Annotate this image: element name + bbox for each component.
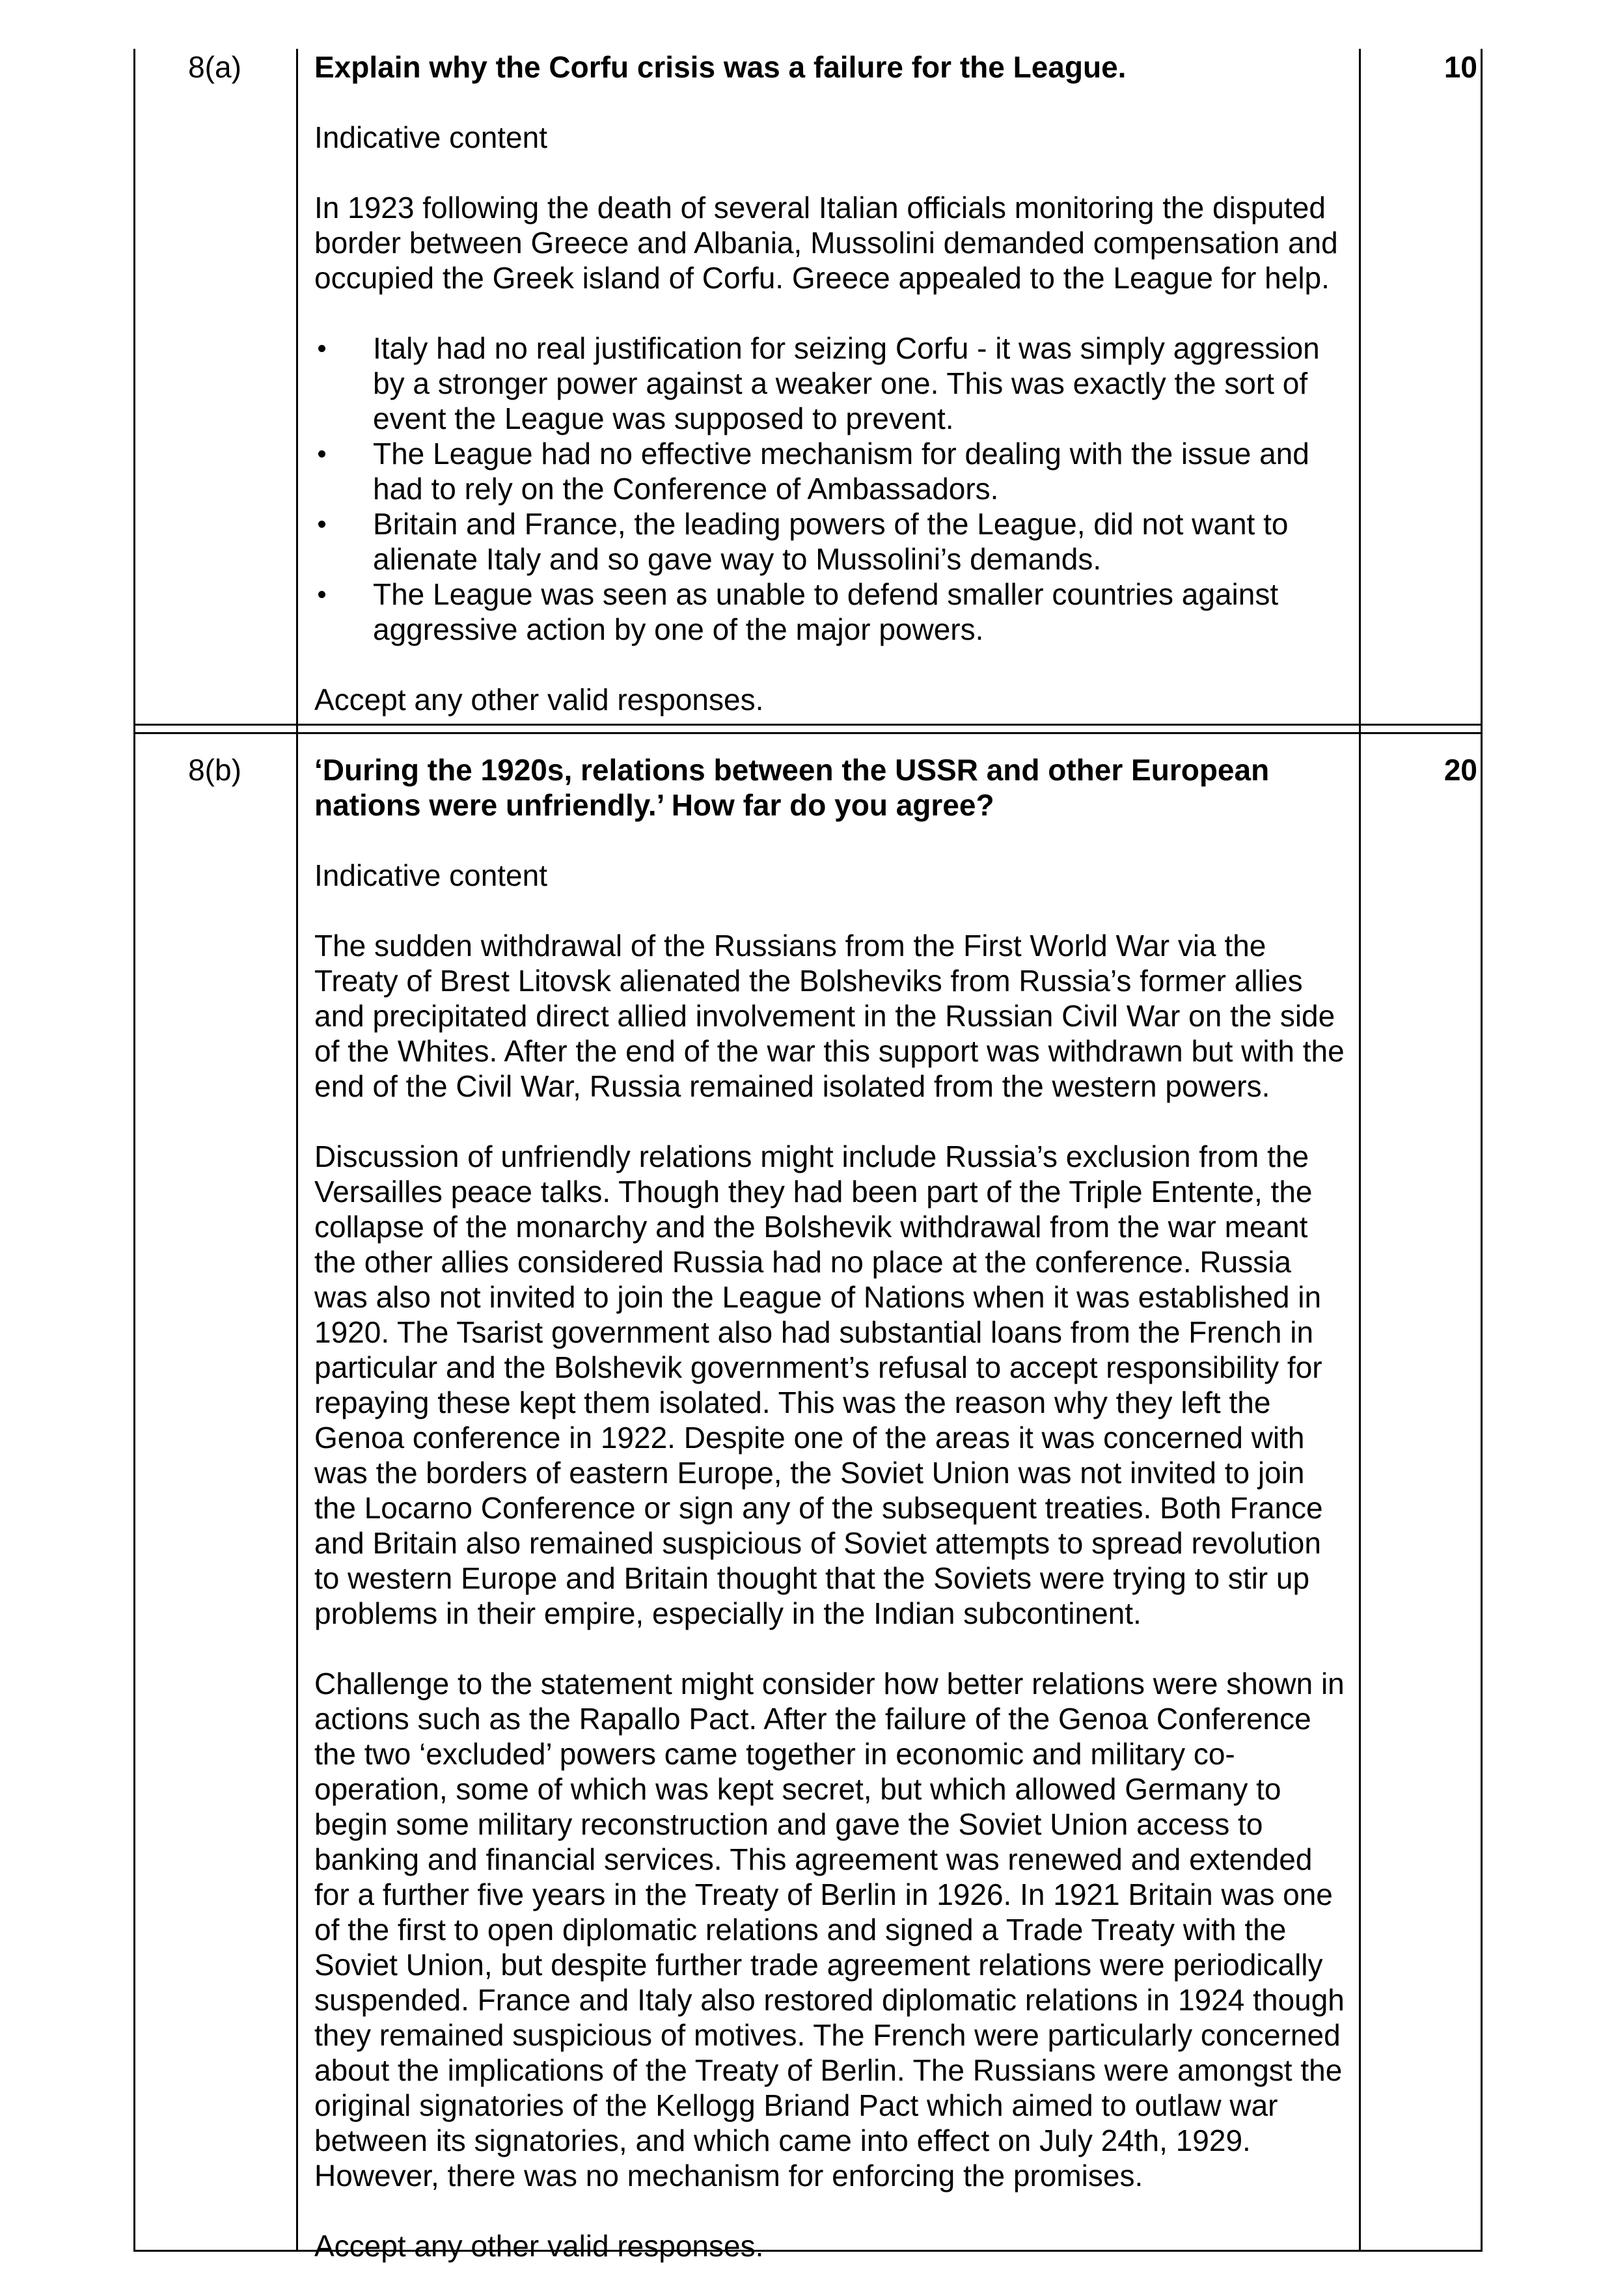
row-divider-top: [133, 724, 1483, 726]
text-line: of the first to open diplomatic relations and signed a Trade Treaty with the: [314, 1913, 1287, 1947]
text-line: the Locarno Conference or sign any of the subsequent treaties. Both France: [314, 1491, 1323, 1525]
text-line: the two ‘excluded’ powers came together in economic and military co-: [314, 1737, 1235, 1771]
text-line: Genoa conference in 1922. Despite one of the areas it was concerned with: [314, 1421, 1305, 1455]
text-line: Italy had no real justification for seizing Corfu - it was simply aggression: [373, 331, 1320, 365]
text-line: The sudden withdrawal of the Russians from the First World War via the: [314, 929, 1266, 963]
bullet-icon: [318, 591, 325, 598]
text-line: 1920. The Tsarist government also had substantial loans from the French in: [314, 1315, 1314, 1349]
text-line: and Britain also remained suspicious of Soviet attempts to spread revolution: [314, 1526, 1321, 1560]
text-line: end of the Civil War, Russia remained isolated from the western powers.: [314, 1069, 1270, 1103]
text-line: Britain and France, the leading powers of the League, did not want to: [373, 507, 1289, 541]
text-line: actions such as the Rapallo Pact. After the failure of the Genoa Conference: [314, 1702, 1311, 1736]
text-line: problems in their empire, especially in the Indian subcontinent.: [314, 1596, 1142, 1630]
text-line: was also not invited to join the League of Nations when it was established in: [314, 1280, 1322, 1314]
text-line: particular and the Bolshevik government’s refusal to accept responsibility for: [314, 1350, 1322, 1384]
text-line: Challenge to the statement might consider how better relations were shown in: [314, 1667, 1345, 1701]
question-text-8b: [314, 752, 1349, 823]
bullet-icon: [318, 345, 325, 352]
text-line: Versailles peace talks. Though they had been part of the Triple Entente, the: [314, 1175, 1313, 1209]
text-line: alienate Italy and so gave way to Mussolini’s demands.: [373, 542, 1102, 576]
text-line: begin some military reconstruction and gave the Soviet Union access to: [314, 1807, 1263, 1841]
question-text-8a: Explain why the Corfu crisis was a failure for the League.: [314, 50, 1127, 84]
bullet-icon: [318, 450, 325, 458]
text-line: However, there was no mechanism for enforcing the promises.: [314, 2159, 1143, 2193]
text-line: original signatories of the Kellogg Briand Pact which aimed to outlaw war: [314, 2088, 1278, 2122]
text-line: Soviet Union, but despite further trade agreement relations were periodically: [314, 1948, 1323, 1982]
answer-cell-8b: [314, 752, 1349, 2263]
closing-note-8b: Accept any other valid responses.: [314, 2229, 764, 2263]
text-line: border between Greece and Albania, Mussolini demanded compensation and: [314, 226, 1338, 260]
bullet-list-8a: [314, 331, 1349, 647]
text-line: they remained suspicious of motives. The French were particularly concerned: [314, 2018, 1341, 2052]
text-line: In 1923 following the death of several Italian officials monitoring the disputed: [314, 191, 1326, 225]
closing-note-8a: Accept any other valid responses.: [314, 683, 764, 717]
text-line: operation, some of which was kept secret, but which allowed Germany to: [314, 1772, 1281, 1806]
paragraph-8b-1: [314, 928, 1349, 1104]
list-item: [314, 331, 1349, 436]
list-item: [314, 436, 1349, 506]
marks-8a: 10: [1443, 50, 1477, 84]
list-item: [314, 577, 1349, 647]
list-item: [314, 506, 1349, 577]
text-line: Treaty of Brest Litovsk alienated the Bolsheviks from Russia’s former allies: [314, 964, 1303, 998]
text-line: for a further five years in the Treaty of Berlin in 1926. In 1921 Britain was one: [314, 1878, 1333, 1911]
text-line: of the Whites. After the end of the war this support was withdrawn but with the: [314, 1034, 1345, 1068]
text-line: ‘During the 1920s, relations between the USSR and other European: [314, 753, 1270, 787]
text-line: about the implications of the Treaty of Berlin. The Russians were amongst the: [314, 2053, 1343, 2087]
question-number-8b: 8(b): [188, 753, 241, 787]
table-border-col2: [1359, 49, 1361, 2252]
text-line: to western Europe and Britain thought that the Soviets were trying to stir up: [314, 1561, 1310, 1595]
answer-cell-8a: [314, 49, 1349, 717]
bullet-icon: [318, 521, 325, 528]
text-line: was the borders of eastern Europe, the Soviet Union was not invited to join: [314, 1456, 1305, 1490]
table-border-col1: [296, 49, 298, 2252]
text-line: by a stronger power against a weaker one. This was exactly the sort of: [373, 366, 1308, 400]
text-line: repaying these kept them isolated. This was the reason why they left the: [314, 1386, 1271, 1419]
text-line: nations were unfriendly.’ How far do you agree?: [314, 788, 994, 822]
table-border-left: [133, 49, 135, 2252]
question-number-8a: 8(a): [188, 50, 241, 84]
text-line: Discussion of unfriendly relations might include Russia’s exclusion from the: [314, 1140, 1309, 1173]
text-line: and precipitated direct allied involvement in the Russian Civil War on the side: [314, 999, 1335, 1033]
text-line: The League had no effective mechanism for dealing with the issue and: [373, 437, 1309, 471]
text-line: occupied the Greek island of Corfu. Greece appealed to the League for help.: [314, 261, 1330, 295]
text-line: aggressive action by one of the major powers.: [373, 612, 984, 646]
indicative-content-heading-8b: Indicative content: [314, 858, 548, 892]
text-line: event the League was supposed to prevent.: [373, 402, 954, 435]
text-line: the other allies considered Russia had no place at the conference. Russia: [314, 1245, 1292, 1279]
table-border-right: [1481, 49, 1483, 2252]
row-divider-bottom: [133, 732, 1483, 734]
intro-paragraph-8a: [314, 190, 1349, 295]
paragraph-8b-2: [314, 1139, 1349, 1631]
text-line: suspended. France and Italy also restored diplomatic relations in 1924 though: [314, 1983, 1345, 2017]
text-line: between its signatories, and which came into effect on July 24th, 1929.: [314, 2124, 1251, 2157]
text-line: had to rely on the Conference of Ambassadors.: [373, 472, 999, 506]
text-line: The League was seen as unable to defend smaller countries against: [373, 577, 1279, 611]
text-line: collapse of the monarchy and the Bolshevik withdrawal from the war meant: [314, 1210, 1308, 1244]
paragraph-8b-3: [314, 1666, 1349, 2193]
text-line: banking and financial services. This agreement was renewed and extended: [314, 1842, 1313, 1876]
marks-8b: 20: [1443, 753, 1477, 787]
indicative-content-heading-8a: Indicative content: [314, 120, 548, 154]
